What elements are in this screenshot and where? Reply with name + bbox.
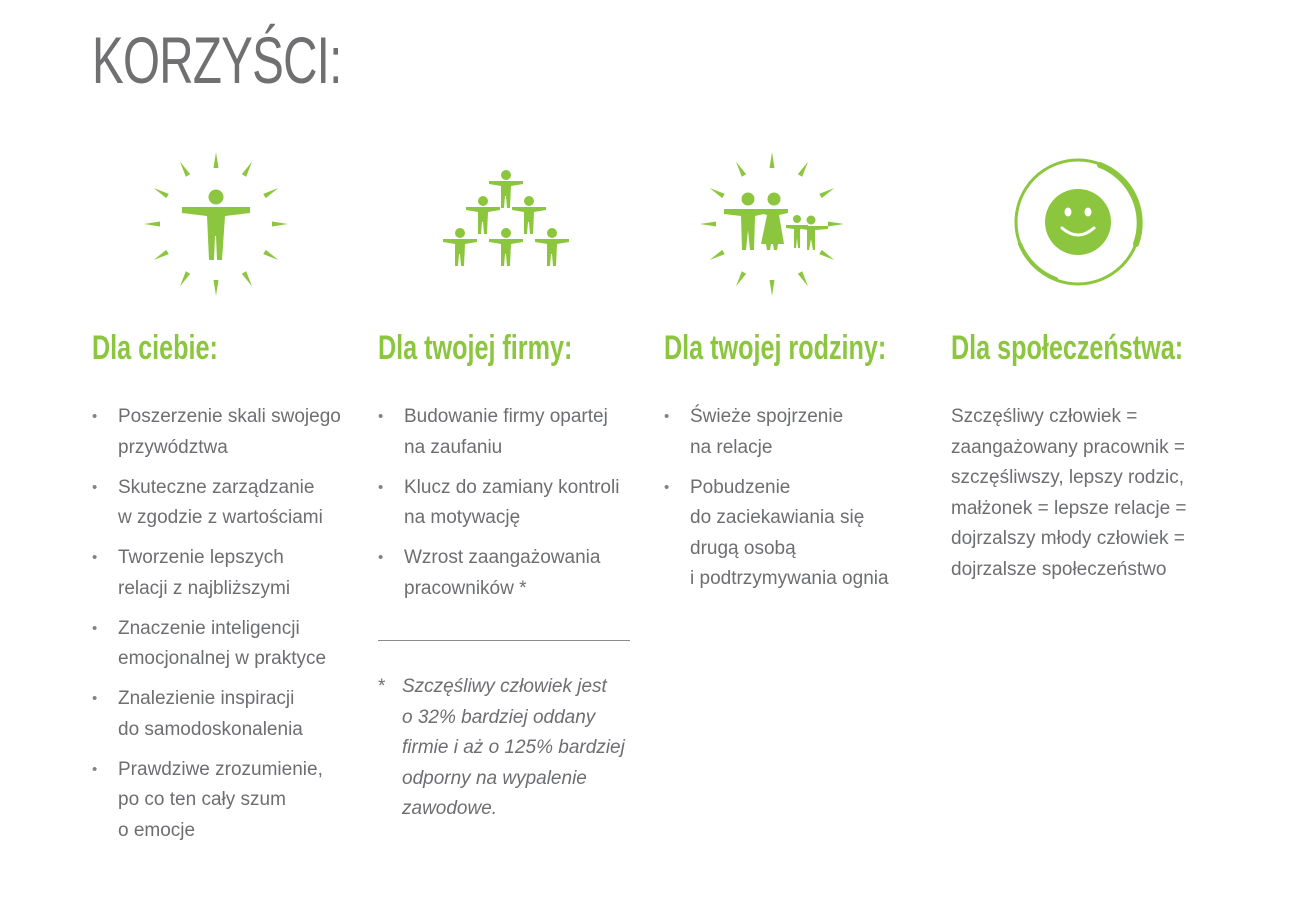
list-item: • Świeże spojrzenie na relacje bbox=[664, 402, 889, 463]
column-dla-ciebie bbox=[92, 328, 362, 841]
footnote-divider bbox=[378, 640, 630, 641]
society-text: Szczęśliwy człowiek = zaangażowany pracownik = szczęśliwszy, lepszy rodzic, małżonek = lepsze relacje = dojrzalszy młody człowiek = dojrzalsze społeczeństwo bbox=[951, 406, 1187, 580]
list-item: • Tworzenie lepszych relacji z najbliższymi bbox=[92, 543, 341, 604]
column-heading: Dla twojej rodziny: bbox=[664, 329, 887, 367]
footnote-text: Szczęśliwy człowiek jest o 32% bardziej oddany firmie i aż o 125% bardziej odporny na wypalenie zawodowe. bbox=[402, 676, 625, 819]
family-radiant-icon bbox=[694, 146, 850, 302]
column-heading: Dla społeczeństwa: bbox=[951, 329, 1184, 367]
column-dla-twojej-firmy bbox=[378, 328, 648, 819]
column-heading: Dla ciebie: bbox=[92, 329, 218, 367]
column-heading: Dla twojej firmy: bbox=[378, 329, 573, 367]
list-item: • Znalezienie inspiracji do samodoskonalenia bbox=[92, 684, 341, 745]
list-item: • Znaczenie inteligencji emocjonalnej w praktyce bbox=[92, 614, 341, 675]
footnote-marker: * bbox=[378, 676, 386, 697]
list-item: • Pobudzenie do zaciekawiania się drugą osobą i podtrzymywania ognia bbox=[664, 473, 889, 595]
benefit-list bbox=[378, 402, 619, 614]
list-item: • Budowanie firmy opartej na zaufaniu bbox=[378, 402, 619, 463]
benefit-list bbox=[664, 402, 889, 604]
list-item: • Wzrost zaangażowania pracowników * bbox=[378, 543, 619, 604]
page-title: KORZYŚCI: bbox=[92, 23, 342, 97]
list-item: • Poszerzenie skali swojego przywództwa bbox=[92, 402, 341, 463]
person-radiant-icon bbox=[138, 146, 294, 302]
column-dla-twojej-rodziny bbox=[664, 328, 934, 589]
smiley-circle-icon bbox=[1012, 156, 1144, 288]
list-item: • Klucz do zamiany kontroli na motywację bbox=[378, 473, 619, 534]
column-dla-spoleczenstwa bbox=[951, 328, 1241, 580]
list-item: • Skuteczne zarządzanie w zgodzie z wartościami bbox=[92, 473, 341, 534]
human-pyramid-icon bbox=[440, 170, 572, 274]
list-item: • Prawdziwe zrozumienie, po co ten cały szum o emocje bbox=[92, 755, 341, 847]
benefit-list bbox=[92, 402, 341, 856]
